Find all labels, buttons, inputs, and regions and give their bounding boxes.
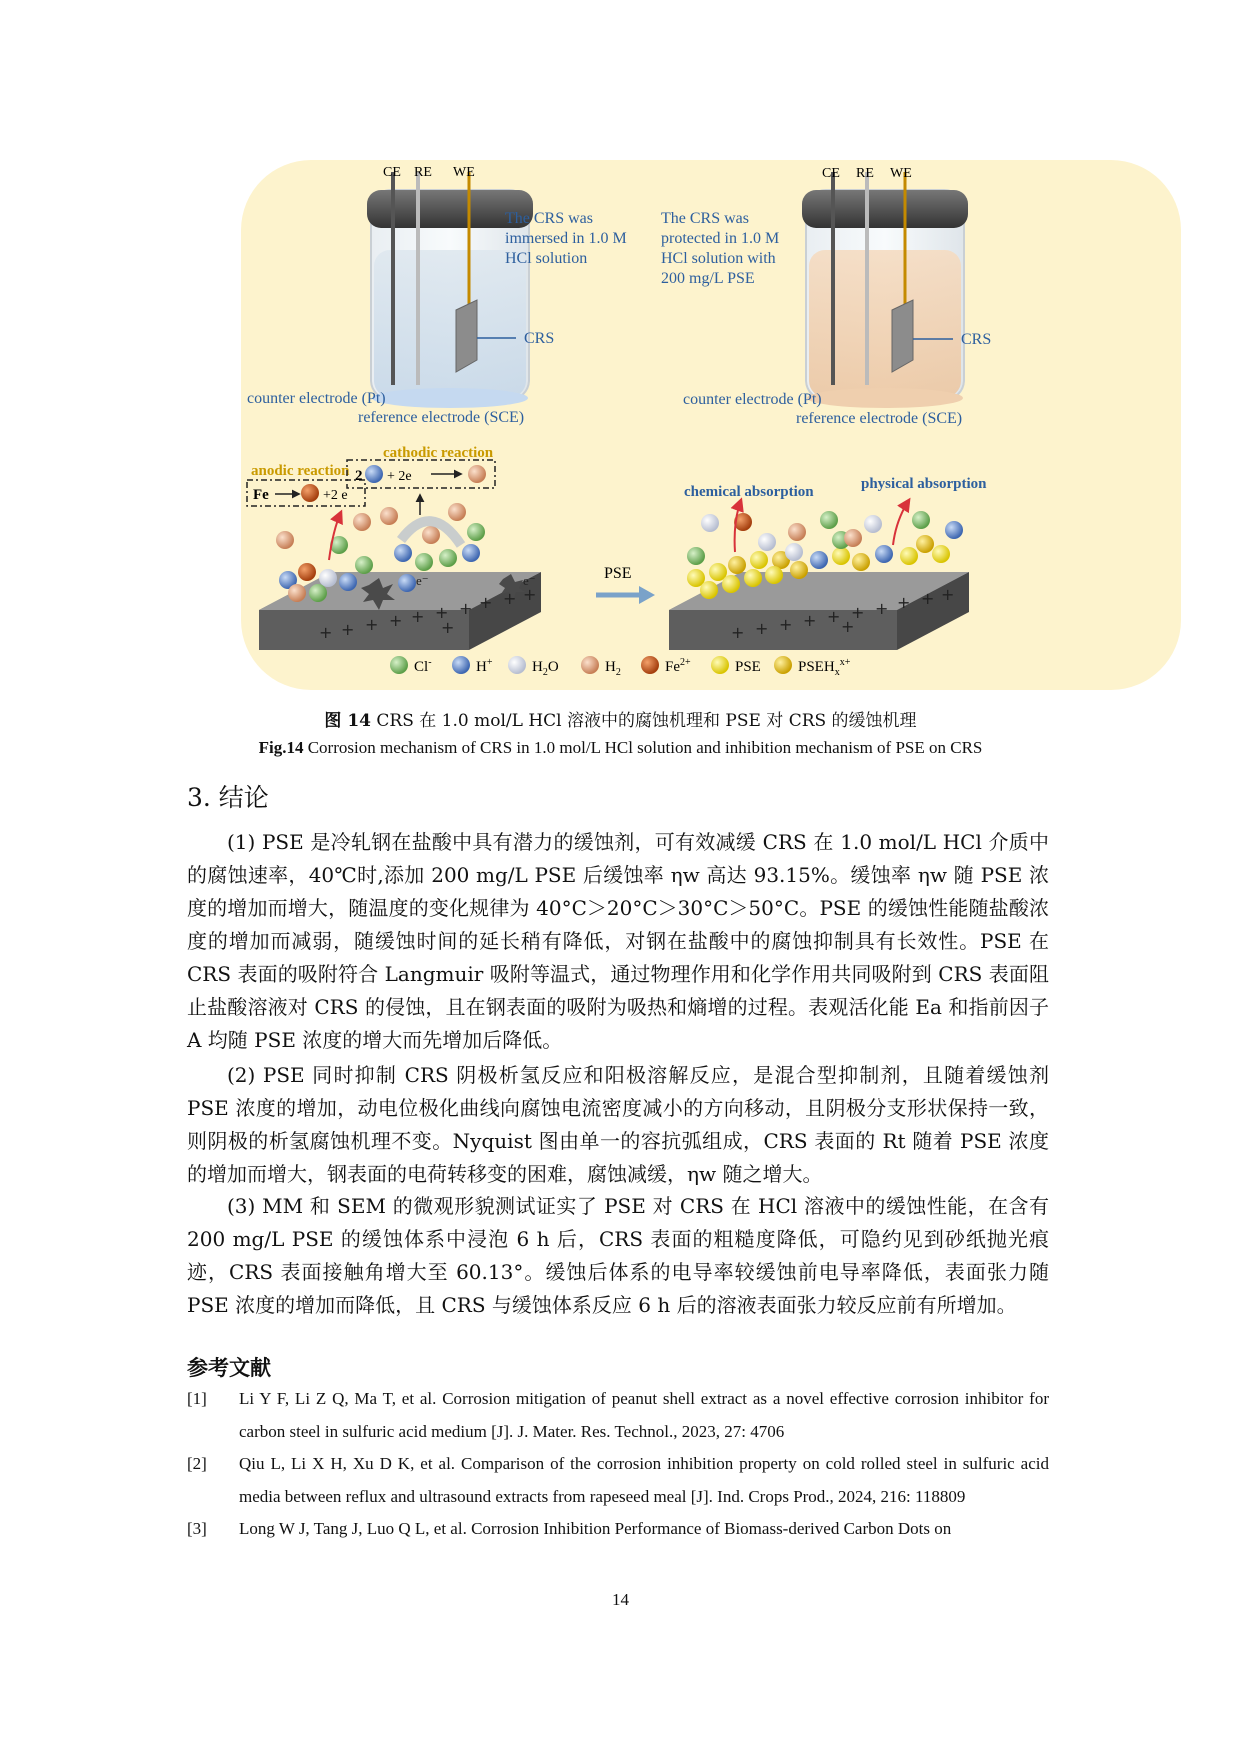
svg-text:+: + <box>779 615 793 634</box>
left-re-label: RE <box>414 165 432 180</box>
svg-text:+: + <box>411 607 425 626</box>
left-we-label: WE <box>453 165 475 180</box>
left-beaker <box>367 172 533 408</box>
right-counter-label: counter electrode (Pt) <box>683 391 822 408</box>
svg-text:+: + <box>841 617 855 636</box>
right-re-label: RE <box>856 166 874 181</box>
svg-text:+: + <box>319 623 333 642</box>
physical-absorption-label: physical absorption <box>861 476 987 492</box>
paragraph-3-text: (3) MM 和 SEM 的微观形貌测试证实了 PSE 对 CRS 在 HCl 溶液中的缓蚀性能，在含有 200 mg/L PSE 的缓蚀体系中浸泡 6 h 后，CRS 表面的粗糙度降低，可隐约见到砂纸抛光痕迹，CRS 表面接触角增大至 60.13°。缓蚀后体系的电导率较缓蚀前电导率降低，表面张力随 PSE 浓度的增加而降低，且 CRS 与缓蚀体系反应 6 h 后的溶液表面张力较反应前有所增加。 <box>187 1194 1049 1317</box>
paragraph-2-text: (2) PSE 同时抑制 CRS 阴极析氢反应和阳极溶解反应，是混合型抑制剂，且随着缓蚀剂 PSE 浓度的增加，动电位极化曲线向腐蚀电流密度减小的方向移动，且阴极分支形状保持一致，则阴极的析氢腐蚀机理不变。Nyquist 图由单一的容抗弧组成，CRS 表面的 Rt 随着 PSE 浓度的增加而增大，钢表面的电荷转移变的困难，腐蚀减缓，ηw 随之增大。 <box>187 1063 1049 1186</box>
section-title: 3. 结论 <box>187 783 269 812</box>
svg-text:+: + <box>941 585 955 604</box>
svg-text:+: + <box>731 623 745 642</box>
reference-text: Qiu L, Li X H, Xu D K, et al. Comparison of the corrosion inhibition property on cold rolled steel in sulfuric acid media between reflux and ultrasound extracts from rapeseed meal [J]. Ind. Crops Prod., 2024, 216: 118809 <box>239 1454 1049 1506</box>
pse-arrow-label: PSE <box>604 565 632 582</box>
conclusion-paragraph-1 <box>187 826 1049 1057</box>
reference-number: [2] <box>187 1454 207 1473</box>
cathodic-coef: 2 <box>355 468 363 484</box>
corrosion-mechanism-figure <box>241 160 1181 690</box>
figure-caption-cn-text: CRS 在 1.0 mol/L HCl 溶液中的腐蚀机理和 PSE 对 CRS 的缓蚀机理 <box>371 711 917 731</box>
anodic-electrons: +2 e <box>323 488 348 503</box>
svg-text:+: + <box>479 593 493 612</box>
left-ce-label: CE <box>383 165 401 180</box>
reference-number: [3] <box>187 1519 207 1538</box>
svg-text:+: + <box>897 593 911 612</box>
svg-text:+: + <box>755 619 769 638</box>
svg-text:+: + <box>851 603 865 622</box>
legend-fe: $Fe^{2+}$ <box>665 657 691 675</box>
anodic-reaction-label: anodic reaction <box>251 463 350 479</box>
right-ce-label: CE <box>822 166 840 181</box>
reference-item <box>187 1448 1049 1513</box>
left-note-line1: The CRS was <box>505 210 593 227</box>
left-reference-label: reference electrode (SCE) <box>358 409 525 426</box>
right-note-line3: HCl solution with <box>661 250 776 267</box>
figure-caption-cn-prefix: 图 14 <box>324 711 371 731</box>
paragraph-1-text: (1) PSE 是冷轧钢在盐酸中具有潜力的缓蚀剂，可有效减缓 CRS 在 1.0 mol/L HCl 介质中的腐蚀速率，40℃时,添加 200 mg/L PSE 后缓蚀率 ηw 高达 93.15%。缓蚀率 ηw 随 PSE 浓度的增加而增大，随温度的变化规律为 40°C＞20°C＞30°C＞50°C。PSE 的缓蚀性能随盐酸浓度的增加而减弱，随缓蚀时间的延长稍有降低，对钢在盐酸中的腐蚀抑制具有长效性。PSE 在 CRS 表面的吸附符合 Langmuir 吸附等温式，通过物理作用和化学作用共同吸附到 CRS 表面阻止盐酸溶液对 CRS 的侵蚀，且在钢表面的吸附为吸热和熵增的过程。表观活化能 Ea 和指前因子 A 均随 PSE 浓度的增大而先增加后降低。 <box>187 830 1049 1052</box>
page-number: 14 <box>612 1590 629 1609</box>
references-list <box>187 1383 1049 1546</box>
svg-text:+: + <box>827 607 841 626</box>
svg-text:+: + <box>523 585 537 604</box>
left-crs-label: CRS <box>524 330 555 347</box>
reference-item <box>187 1513 1049 1546</box>
svg-text:e⁻: e⁻ <box>416 573 429 588</box>
svg-text:+: + <box>921 589 935 608</box>
right-note-line1: The CRS was <box>661 210 749 227</box>
svg-text:+: + <box>803 611 817 630</box>
reference-text: Long W J, Tang J, Luo Q L, et al. Corrosion Inhibition Performance of Biomass-derived Carbon Dots on <box>239 1519 952 1538</box>
svg-text:+: + <box>435 603 449 622</box>
cathodic-electrons: + 2e <box>387 469 412 484</box>
figure-caption-en <box>0 738 1241 758</box>
references-title: 参考文献 <box>187 1355 271 1380</box>
legend-psehx: $PSEH_x^{x+}$ <box>798 657 851 678</box>
svg-text:+: + <box>441 618 455 637</box>
legend-pse: PSE <box>735 659 761 675</box>
right-note-line4: 200 mg/L PSE <box>661 270 755 287</box>
legend-h2: $H_2$ <box>605 659 621 678</box>
left-counter-label: counter electrode (Pt) <box>247 390 386 407</box>
conclusion-paragraph-3 <box>187 1190 1049 1322</box>
right-note-line2: protected in 1.0 M <box>661 230 780 247</box>
right-reference-label: reference electrode (SCE) <box>796 410 963 427</box>
svg-text:+: + <box>503 589 517 608</box>
reference-number: [1] <box>187 1389 207 1408</box>
cathodic-reaction-label: cathodic reaction <box>383 445 494 461</box>
anodic-fe: Fe <box>253 487 269 503</box>
figure-caption-en-text: Corrosion mechanism of CRS in 1.0 mol/L HCl solution and inhibition mechanism of PSE on CRS <box>303 738 983 757</box>
reference-text: Li Y F, Li Z Q, Ma T, et al. Corrosion mitigation of peanut shell extract as a novel effective corrosion inhibitor for carbon steel in sulfuric acid medium [J]. J. Mater. Res. Technol., 2023, 27: 4706 <box>239 1389 1049 1441</box>
legend-cl: Cl- <box>414 657 432 675</box>
svg-text:+: + <box>365 615 379 634</box>
svg-text:+: + <box>875 599 889 618</box>
svg-text:+: + <box>459 599 473 618</box>
svg-text:+: + <box>389 611 403 630</box>
figure-caption-cn <box>0 706 1241 731</box>
chemical-absorption-label: chemical absorption <box>684 484 814 500</box>
legend-h2o: $H_2O$ <box>532 659 559 678</box>
right-crs-label: CRS <box>961 331 992 348</box>
reference-item <box>187 1383 1049 1448</box>
right-beaker <box>802 172 968 408</box>
figure-caption-en-prefix: Fig.14 <box>258 738 304 757</box>
svg-text:e⁻: e⁻ <box>523 573 536 588</box>
left-note-line3: HCl solution <box>505 250 588 267</box>
legend-h: H+ <box>476 657 493 675</box>
right-we-label: WE <box>890 166 912 181</box>
svg-text:+: + <box>341 620 355 639</box>
conclusion-paragraph-2 <box>187 1059 1049 1191</box>
left-note-line2: immersed in 1.0 M <box>505 230 627 247</box>
